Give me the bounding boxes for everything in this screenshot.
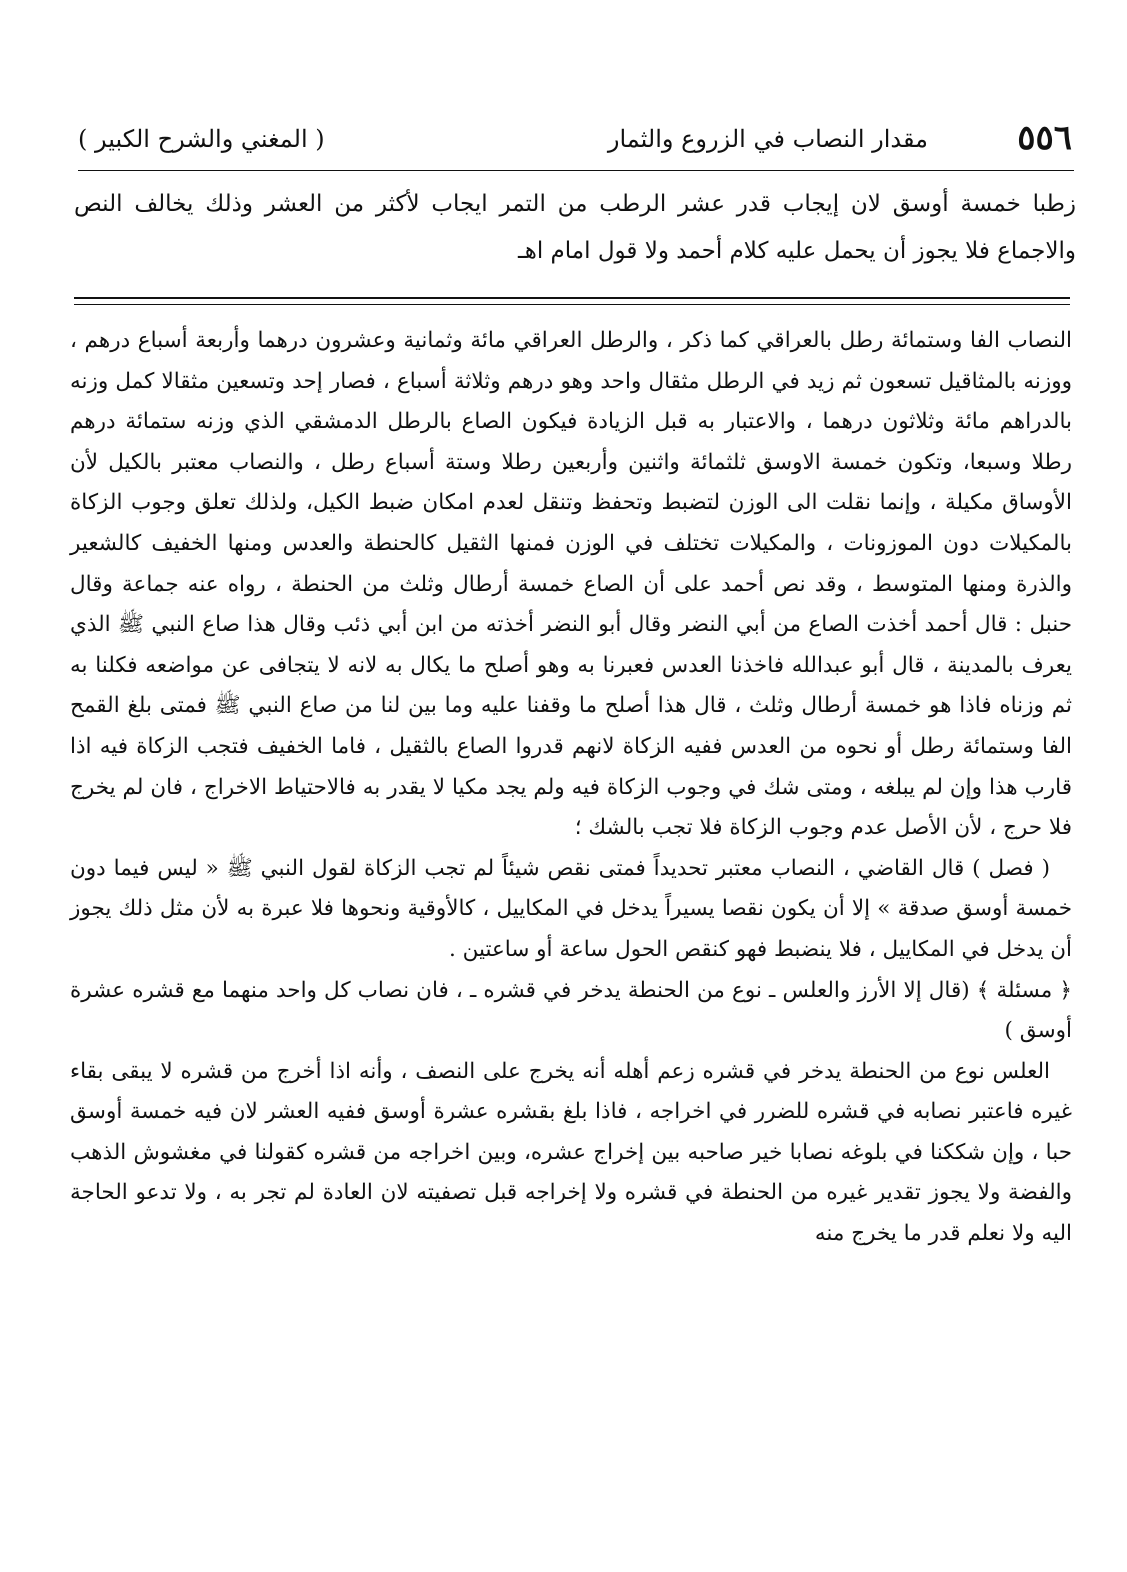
footnote-text: زطبا خمسة أوسق لان إيجاب قدر عشر الرطب من التمر ايجاب لأكثر من العشر وذلك يخالف النص والاجماع فلا يجوز أن يحمل عليه كلام أحمد ولا قول امام اهـ xyxy=(74,191,1076,264)
footnote-block xyxy=(68,181,1078,275)
paragraph-alas: العلس نوع من الحنطة يدخر في قشره زعم أهله أنه يخرج على النصف ، وأنه اذا أخرج من قشره لا يبقى بقاء غيره فاعتبر نصابه في قشره للضرر في اخراجه ، فاذا بلغ بقشره عشرة أوسق ففيه العشر لان فيه خمسة أوسق حبا ، وإن شككنا في بلوغه نصابا خير صاحبه بين إخراج عشره، وبين اخراجه من قشره كقولنا في مغشوش الذهب والفضة ولا يجوز تقدير غيره من الحنطة في قشره ولا إخراجه قبل تصفيته لان العادة لم تجر به ، ولا تدعو الحاجة اليه ولا نعلم قدر ما يخرج منه xyxy=(70,1058,1072,1247)
main-text xyxy=(68,321,1078,1255)
paragraph-weights: النصاب الفا وستمائة رطل بالعراقي كما ذكر ، والرطل العراقي مائة وثمانية وعشرون درهما وأربعة أسباع درهم ، ووزنه بالمثاقيل تسعون ثم زيد في الرطل مثقال واحد وهو درهم وثلاثة أسباع ، فصار إحد وتسعين مثقالا كمل وزنه بالدراهم مائة وثلاثون درهما ، والاعتبار به قبل الزيادة فيكون الصاع بالرطل الدمشقي الذي وزنه ستمائة درهم رطلا وسبعا، وتكون خمسة الاوسق ثلثمائة واثنين وأربعين رطلا وستة أسباع رطل ، والنصاب معتبر بالكيل لأن الأوساق مكيلة ، وإنما نقلت الى الوزن لتضبط وتحفظ وتنقل لعدم امكان ضبط الكيل، ولذلك تعلق وجوب الزكاة بالمكيلات دون الموزونات ، والمكيلات تختلف في الوزن فمنها الثقيل كالحنطة والعدس ومنها الخفيف كالشعير والذرة ومنها المتوسط ، وقد نص أحمد على أن الصاع خمسة أرطال وثلث من الحنطة ، رواه عنه جماعة وقال حنبل : قال أحمد أخذت الصاع من أبي النضر وقال أبو النضر أخذته من ابن أبي ذئب وقال هذا صاع النبي ﷺ الذي يعرف بالمدينة ، قال أبو عبدالله فاخذنا العدس فعبرنا به وهو أصلح ما يكال به لانه لا يتجافى عن مواضعه فكلنا به ثم وزناه فاذا هو خمسة أرطال وثلث ، قال هذا أصلح ما وقفنا عليه وما بين لنا من صاع النبي ﷺ فمتى بلغ القمح الفا وستمائة رطل أو نحوه من العدس ففيه الزكاة لانهم قدروا الصاع بالثقيل ، فاما الخفيف فتجب الزكاة فيه اذا قارب هذا وإن لم يبلغه ، ومتى شك في وجوب الزكاة فيه ولم يجد مكيا لا يقدر به فالاحتياط الاخراج ، فان لم يخرج فلا حرج ، لأن الأصل عدم وجوب الزكاة فلا تجب بالشك ؛ xyxy=(70,328,1072,841)
book-title: ( المغني والشرح الكبير ) xyxy=(78,125,325,153)
book-page xyxy=(68,118,1078,1498)
header-rule xyxy=(78,170,1074,171)
paragraph-fasl: ( فصل ) قال القاضي ، النصاب معتبر تحديداً فمتى نقص شيئاً لم تجب الزكاة لقول النبي ﷺ « ليس فيما دون خمسة أوسق صدقة » إلا أن يكون نقصا يسيراً يدخل في المكاييل ، كالأوقية ونحوها فلا عبرة به لأن مثل ذلك يجوز أن يدخل في المكاييل ، فلا ينضبط فهو كنقص الحول ساعة أو ساعتين . xyxy=(70,855,1072,962)
chapter-title: مقدار النصاب في الزروع والثمار xyxy=(607,125,928,153)
footnote-separator xyxy=(74,297,1070,305)
page-number: ٥٥٦ xyxy=(1017,118,1072,158)
paragraph-masala: ﴿ مسئلة ﴾ (قال إلا الأرز والعلس ـ نوع من الحنطة يدخر في قشره ـ ، فان نصاب كل واحد منهما مع قشره عشرة أوسق ) xyxy=(70,977,1072,1044)
running-header xyxy=(68,118,1078,170)
